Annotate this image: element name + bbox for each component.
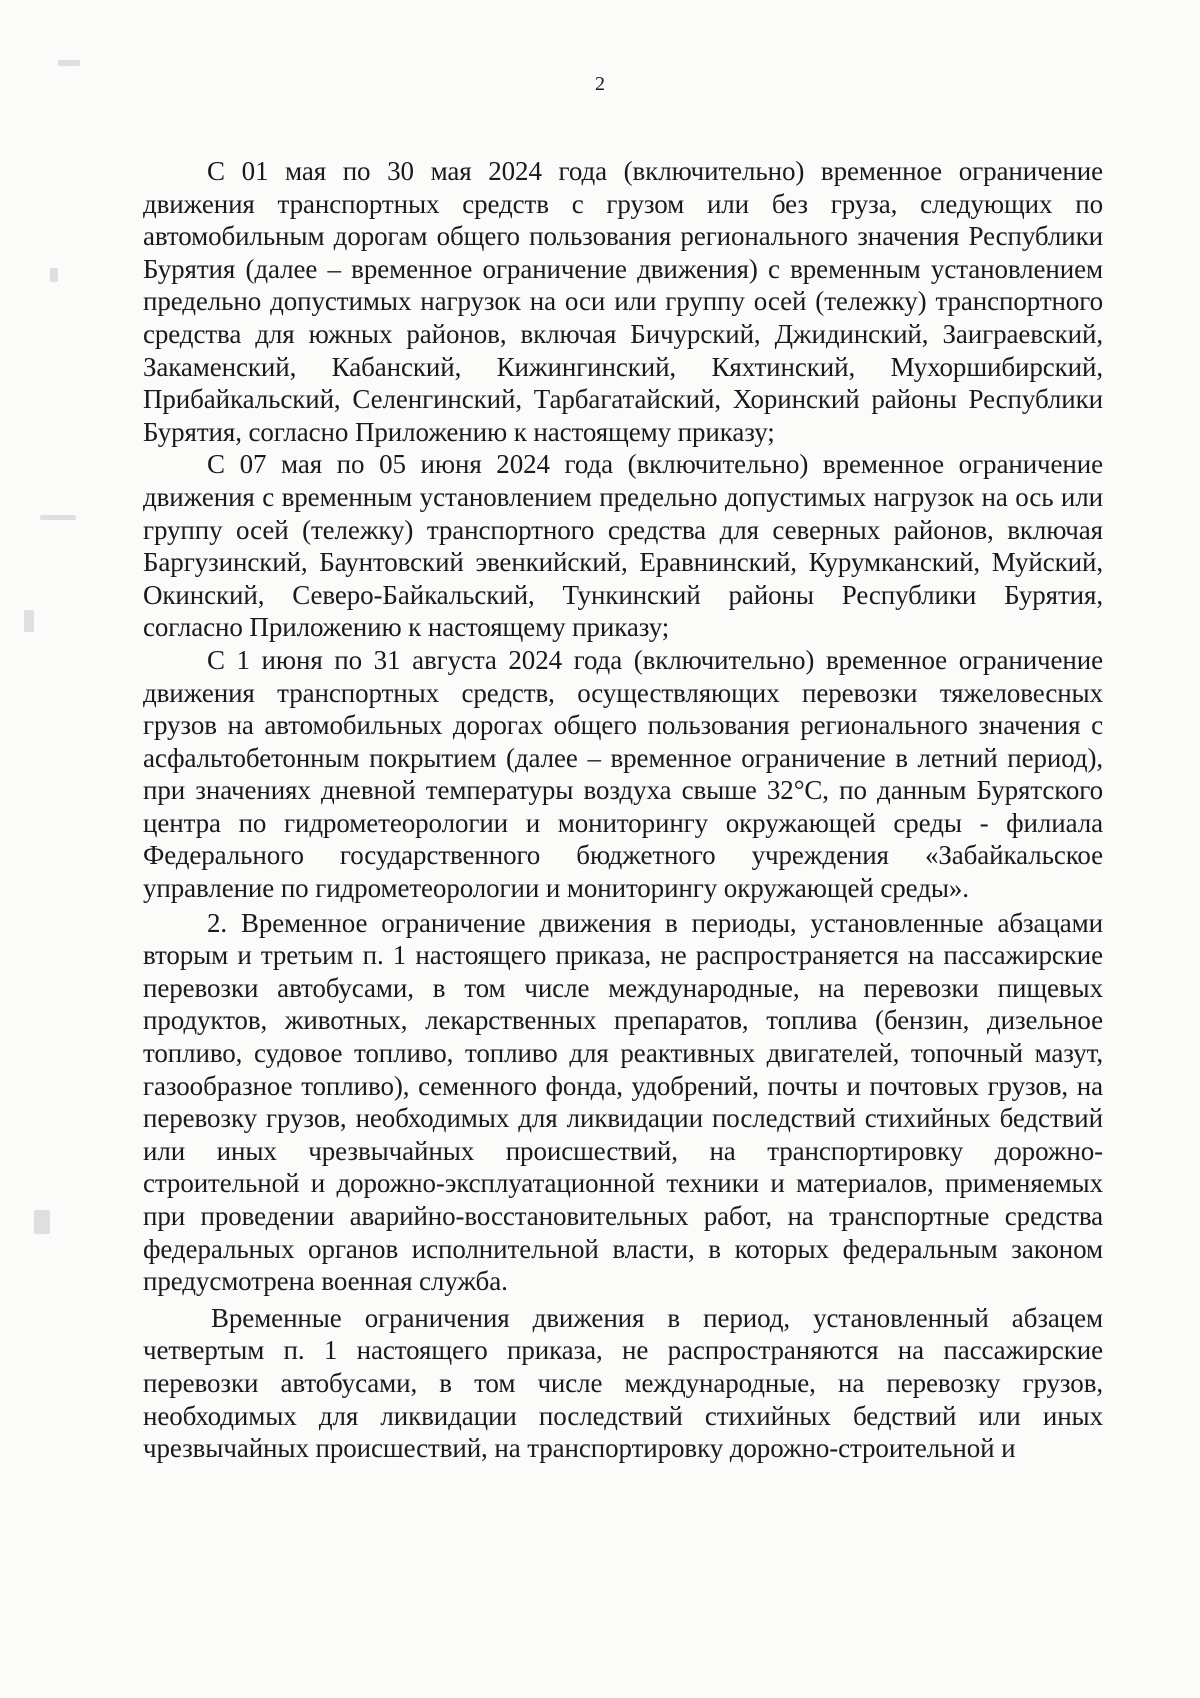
scan-artifact (24, 610, 34, 632)
scan-artifact (40, 515, 76, 520)
page-number: 2 (595, 73, 605, 95)
paragraph-summer-exemptions: Временные ограничения движения в период, установленный абзацем четвертым п. 1 настоящего приказа, не распространяются на пассажирские перевозки автобусами, в том числе международные, на перевозку грузов, необходимых для ликвидации последствий стихийных бедствий или иных чрезвычайных происшествий, на транспортировку дорожно-строительной и (143, 1302, 1103, 1464)
paragraph-south-restriction: С 01 мая по 30 мая 2024 года (включительно) временное ограничение движения транспортных средств с грузом или без груза, следующих по автомобильным дорогам общего пользования регионального значения Республики Бурятия (далее – временное ограничение движения) с временным установлением предельно допустимых нагрузок на оси или группу осей (тележку) транспортного средства для южных районов, включая Бичурский, Джидинский, Заиграевский, Закаменский, Кабанский, Кижингинский, Кяхтинский, Мухоршибирский, Прибайкальский, Селенгинский, Тарбагатайский, Хоринский районы Республики Бурятия, согласно Приложению к настоящему приказу; (143, 156, 1103, 447)
document-body (143, 155, 1103, 1465)
paragraph-north-restriction: С 07 мая по 05 июня 2024 года (включительно) временное ограничение движения с временным установлением предельно допустимых нагрузок на ось или группу осей (тележку) транспортного средства для северных районов, включая Баргузинский, Баунтовский эвенкийский, Еравнинский, Курумканский, Муйский, Окинский, Северо-Байкальский, Тункинский районы Республики Бурятия, согласно Приложению к настоящему приказу; (143, 449, 1103, 643)
scan-artifact (34, 1210, 50, 1234)
paragraph-summer-restriction: С 1 июня по 31 августа 2024 года (включительно) временное ограничение движения транспортных средств, осуществляющих перевозки тяжеловесных грузов на автомобильных дорогах общего пользования регионального значения с асфальтобетонным покрытием (далее – временное ограничение в летний период), при значениях дневной температуры воздуха свыше 32°С, по данным Бурятского центра по гидрометеорологии и мониторингу окружающей среды - филиала Федерального государственного бюджетного учреждения «Забайкальское управление по гидрометеорологии и мониторингу окружающей среды». (143, 644, 1103, 904)
scan-artifact (50, 268, 58, 282)
paragraph-item-2-exemptions: 2. Временное ограничение движения в периоды, установленные абзацами вторым и третьим п. 1 настоящего приказа, не распространяется на пассажирские перевозки автобусами, в том числе международные, на перевозки пищевых продуктов, животных, лекарственных препаратов, топлива (бензин, дизельное топливо, судовое топливо, топливо для реактивных двигателей, топочный мазут, газообразное топливо), семенного фонда, удобрений, почты и почтовых грузов, на перевозку грузов, необходимых для ликвидации последствий стихийных бедствий или иных чрезвычайных происшествий, на транспортировку дорожно-строительной и дорожно-эксплуатационной техники и материалов, применяемых при проведении аварийно-восстановительных работ, на транспортные средства федеральных органов исполнительной власти, в которых федеральным законом предусмотрена военная служба. (143, 907, 1103, 1297)
scan-artifact (58, 60, 80, 66)
